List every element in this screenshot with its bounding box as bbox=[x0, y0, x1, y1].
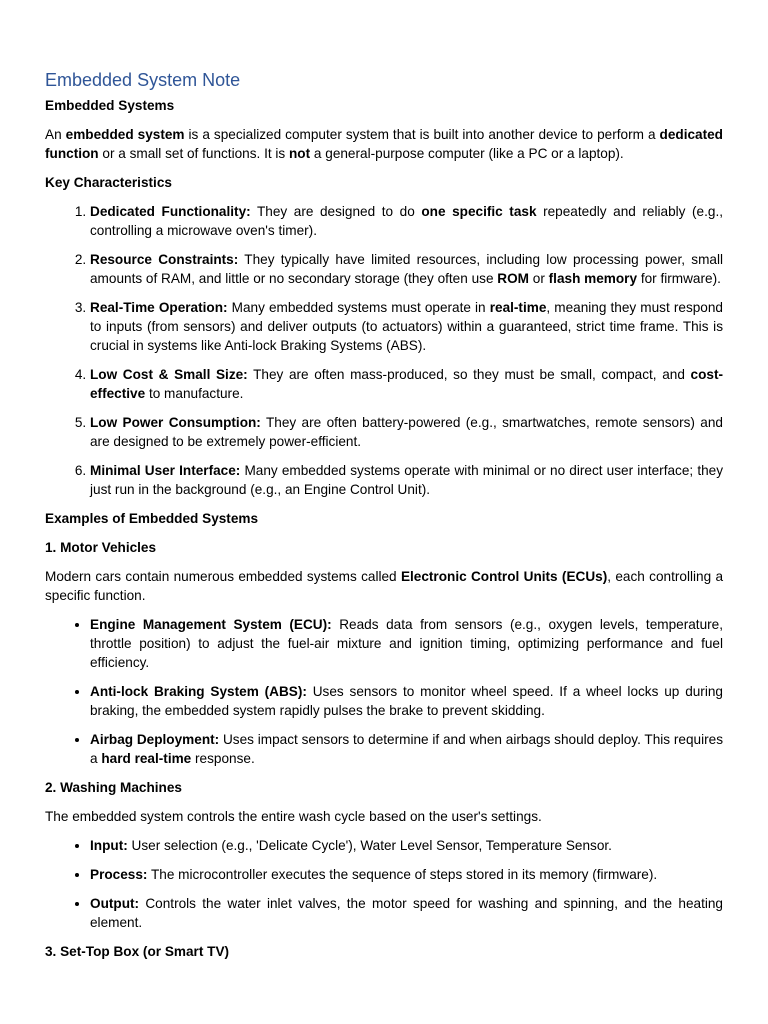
bold-run: Electronic Control Units (ECUs) bbox=[400, 569, 608, 584]
bold-run: not bbox=[289, 146, 311, 161]
item-label: Process: bbox=[90, 867, 148, 882]
text-run: to manufacture. bbox=[145, 386, 244, 401]
text-run: repeatedly and reliably (e.g., controlling a microwave oven's timer). bbox=[90, 204, 724, 238]
bold-run: one specific task bbox=[421, 204, 537, 219]
motor-paragraph bbox=[45, 567, 723, 605]
item-label: Low Power Consumption: bbox=[90, 415, 261, 430]
bold-run: hard real-time bbox=[101, 751, 192, 766]
text-run: a general-purpose computer (like a PC or a laptop). bbox=[310, 146, 624, 161]
heading-washing-machines: 2. Washing Machines bbox=[45, 780, 182, 795]
heading-examples: Examples of Embedded Systems bbox=[45, 511, 259, 526]
bold-run: ROM bbox=[497, 271, 529, 286]
bold-run: flash memory bbox=[548, 271, 638, 286]
item-label: Anti-lock Braking System (ABS): bbox=[90, 684, 307, 699]
heading-motor-vehicles: 1. Motor Vehicles bbox=[45, 540, 157, 555]
motor-list bbox=[45, 615, 723, 768]
text-run: Reads data from sensors (e.g., oxygen levels, temperature, throttle position) to adjust the fuel-air mixture and ignition timing, optimizing performance and fuel efficiency. bbox=[90, 617, 723, 670]
bold-run: embedded system bbox=[65, 127, 185, 142]
text-run: Uses sensors to monitor wheel speed. If a wheel locks up during braking, the embedded system rapidly pulses the brake to prevent skidding. bbox=[90, 684, 723, 718]
text-run: They are often battery-powered (e.g., smartwatches, remote sensors) and are designed to be extremely power-efficient. bbox=[90, 415, 723, 449]
text-run: response. bbox=[191, 751, 255, 766]
item-label: Resource Constraints: bbox=[90, 252, 239, 267]
text-run: , meaning they must respond to inputs (from sensors) and deliver outputs (to actuators) within a guaranteed, strict time frame. This is crucial in systems like Anti-lock Braking Systems (ABS). bbox=[90, 300, 723, 353]
document-title: Embedded System Note bbox=[45, 70, 241, 90]
list-item bbox=[90, 250, 723, 288]
text-run: The microcontroller executes the sequence of steps stored in its memory (firmware). bbox=[147, 867, 658, 882]
text-run: Many embedded systems operate with minimal or no direct user interface; they just run in the background (e.g., an Engine Control Unit). bbox=[90, 463, 724, 497]
item-label: Engine Management System (ECU): bbox=[90, 617, 332, 632]
text-run: They are designed to do bbox=[250, 204, 422, 219]
item-label: Real-Time Operation: bbox=[90, 300, 228, 315]
text-run: for firmware). bbox=[637, 271, 721, 286]
item-label: Output: bbox=[90, 896, 140, 911]
list-item bbox=[90, 365, 723, 403]
list-item bbox=[90, 615, 723, 672]
item-label: Minimal User Interface: bbox=[90, 463, 241, 478]
list-item bbox=[90, 865, 723, 884]
list-item bbox=[90, 202, 723, 240]
list-item bbox=[90, 461, 723, 499]
item-label: Dedicated Functionality: bbox=[90, 204, 251, 219]
item-label: Low Cost & Small Size: bbox=[90, 367, 248, 382]
bold-run: real-time bbox=[489, 300, 547, 315]
bold-run: cost-effective bbox=[90, 367, 724, 401]
text-run: Many embedded systems must operate in bbox=[227, 300, 490, 315]
item-label: Input: bbox=[90, 838, 128, 853]
text-run: or a small set of functions. It is bbox=[98, 146, 289, 161]
text-run: or bbox=[529, 271, 549, 286]
intro-paragraph bbox=[45, 125, 723, 163]
text-run: Controls the water inlet valves, the motor speed for washing and spinning, and the heating element. bbox=[90, 896, 723, 930]
text-run: They typically have limited resources, including low processing power, small amounts of RAM, and little or no secondary storage (they often use bbox=[90, 252, 723, 286]
list-item bbox=[90, 730, 723, 768]
characteristics-list bbox=[45, 202, 723, 499]
bold-run: dedicated function bbox=[45, 127, 723, 161]
text-run: They are often mass-produced, so they must be small, compact, and bbox=[247, 367, 691, 382]
list-item bbox=[90, 298, 723, 355]
heading-set-top-box: 3. Set-Top Box (or Smart TV) bbox=[45, 944, 230, 959]
text-run: Uses impact sensors to determine if and when airbags should deploy. This requires a bbox=[90, 732, 724, 766]
heading-key-characteristics: Key Characteristics bbox=[45, 175, 172, 190]
text-run: Modern cars contain numerous embedded systems called bbox=[45, 569, 401, 584]
item-label: Airbag Deployment: bbox=[90, 732, 220, 747]
washing-paragraph: The embedded system controls the entire wash cycle based on the user's settings. bbox=[45, 809, 542, 824]
list-item bbox=[90, 894, 723, 932]
heading-embedded-systems: Embedded Systems bbox=[45, 98, 175, 113]
text-run: An bbox=[45, 127, 66, 142]
list-item bbox=[90, 413, 723, 451]
washing-list bbox=[45, 836, 723, 932]
text-run: User selection (e.g., 'Delicate Cycle'), Water Level Sensor, Temperature Sensor. bbox=[127, 838, 612, 853]
text-run: , each controlling a specific function. bbox=[45, 569, 724, 603]
text-run: is a specialized computer system that is built into another device to perform a bbox=[184, 127, 660, 142]
list-item bbox=[90, 682, 723, 720]
list-item bbox=[90, 836, 723, 855]
